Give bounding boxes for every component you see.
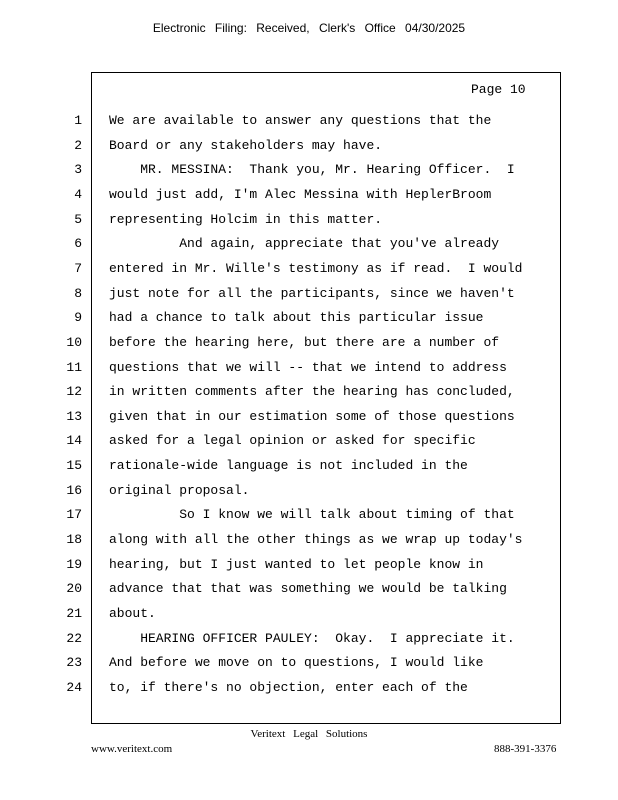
line-number: 24 — [66, 679, 82, 695]
line-text: questions that we will -- that we intend to address — [109, 359, 507, 375]
transcript-line — [0, 310, 618, 330]
transcript-line — [0, 606, 618, 626]
line-text: representing Holcim in this matter. — [109, 211, 383, 227]
line-number: 1 — [74, 113, 82, 128]
line-number: 2 — [74, 137, 82, 153]
line-text: before the hearing here, but there are a number of — [109, 334, 500, 350]
line-text: MR. MESSINA: Thank you, Mr. Hearing Officer. I — [109, 162, 515, 178]
line-text: about. — [109, 606, 156, 621]
line-number: 3 — [74, 162, 82, 178]
line-number: 20 — [66, 581, 82, 597]
transcript-line — [0, 187, 618, 207]
line-number: 18 — [66, 532, 82, 548]
line-number: 11 — [66, 359, 82, 375]
line-text: had a chance to talk about this particular issue — [109, 310, 484, 326]
line-text: Board or any stakeholders may have. — [109, 137, 383, 153]
line-number: 9 — [74, 310, 82, 326]
transcript-line — [0, 581, 618, 601]
transcript-line — [0, 655, 618, 675]
line-number: 22 — [66, 630, 82, 646]
line-text: to, if there's no objection, enter each of the — [109, 679, 468, 695]
line-text: original proposal. — [109, 482, 250, 498]
line-number: 10 — [66, 334, 82, 350]
line-number: 6 — [74, 236, 82, 252]
line-text: We are available to answer any questions that the — [109, 113, 492, 128]
line-number: 5 — [74, 211, 82, 227]
line-text: just note for all the participants, since we haven't — [109, 285, 515, 301]
transcript-line — [0, 483, 618, 503]
filing-header: Electronic Filing: Received, Clerk's Office 04/30/2025 — [152, 21, 466, 35]
transcript-line — [0, 113, 618, 133]
transcript-line — [0, 162, 618, 182]
footer-phone: 888-391-3376 — [494, 743, 557, 755]
footer-company: Veritext Legal Solutions — [250, 728, 368, 740]
transcript-line — [0, 138, 618, 158]
transcript-line — [0, 261, 618, 281]
line-text: And again, appreciate that you've already — [109, 236, 500, 252]
line-number: 8 — [74, 285, 82, 301]
line-text: along with all the other things as we wrap up today's — [109, 532, 523, 548]
line-text: rationale-wide language is not included in the — [109, 458, 468, 474]
transcript-line — [0, 507, 618, 527]
line-text: advance that that was something we would be talking — [109, 581, 507, 597]
line-text: hearing, but I just wanted to let people know in — [109, 556, 484, 572]
transcript-line — [0, 458, 618, 478]
transcript-line — [0, 532, 618, 552]
transcript-line — [0, 557, 618, 577]
footer-website: www.veritext.com — [91, 743, 173, 755]
line-text: asked for a legal opinion or asked for specific — [109, 433, 476, 449]
line-text: entered in Mr. Wille's testimony as if read. I would — [109, 260, 523, 276]
line-number: 7 — [74, 260, 82, 276]
transcript-line — [0, 212, 618, 232]
page-number-label: Page 10 — [471, 82, 526, 97]
transcript-line — [0, 409, 618, 429]
transcript-line — [0, 360, 618, 380]
transcript-line — [0, 433, 618, 453]
line-number: 21 — [66, 606, 82, 621]
transcript-line — [0, 631, 618, 651]
line-text: And before we move on to questions, I would like — [109, 655, 484, 671]
line-text: in written comments after the hearing has concluded, — [109, 384, 515, 400]
line-number: 13 — [66, 408, 82, 424]
transcript-line — [0, 286, 618, 306]
line-number: 16 — [66, 482, 82, 498]
line-number: 23 — [66, 655, 82, 671]
line-text: So I know we will talk about timing of that — [109, 507, 515, 523]
line-number: 17 — [66, 507, 82, 523]
line-number: 19 — [66, 556, 82, 572]
transcript-line — [0, 236, 618, 256]
line-number: 4 — [74, 186, 82, 202]
line-number: 12 — [66, 384, 82, 400]
line-number: 15 — [66, 458, 82, 474]
line-text: HEARING OFFICER PAULEY: Okay. I appreciate it. — [109, 630, 515, 646]
line-text: would just add, I'm Alec Messina with HeplerBroom — [109, 186, 492, 202]
transcript-line — [0, 680, 618, 700]
transcript-line — [0, 335, 618, 355]
transcript-line — [0, 384, 618, 404]
line-text: given that in our estimation some of those questions — [109, 408, 515, 424]
line-number: 14 — [66, 433, 82, 449]
